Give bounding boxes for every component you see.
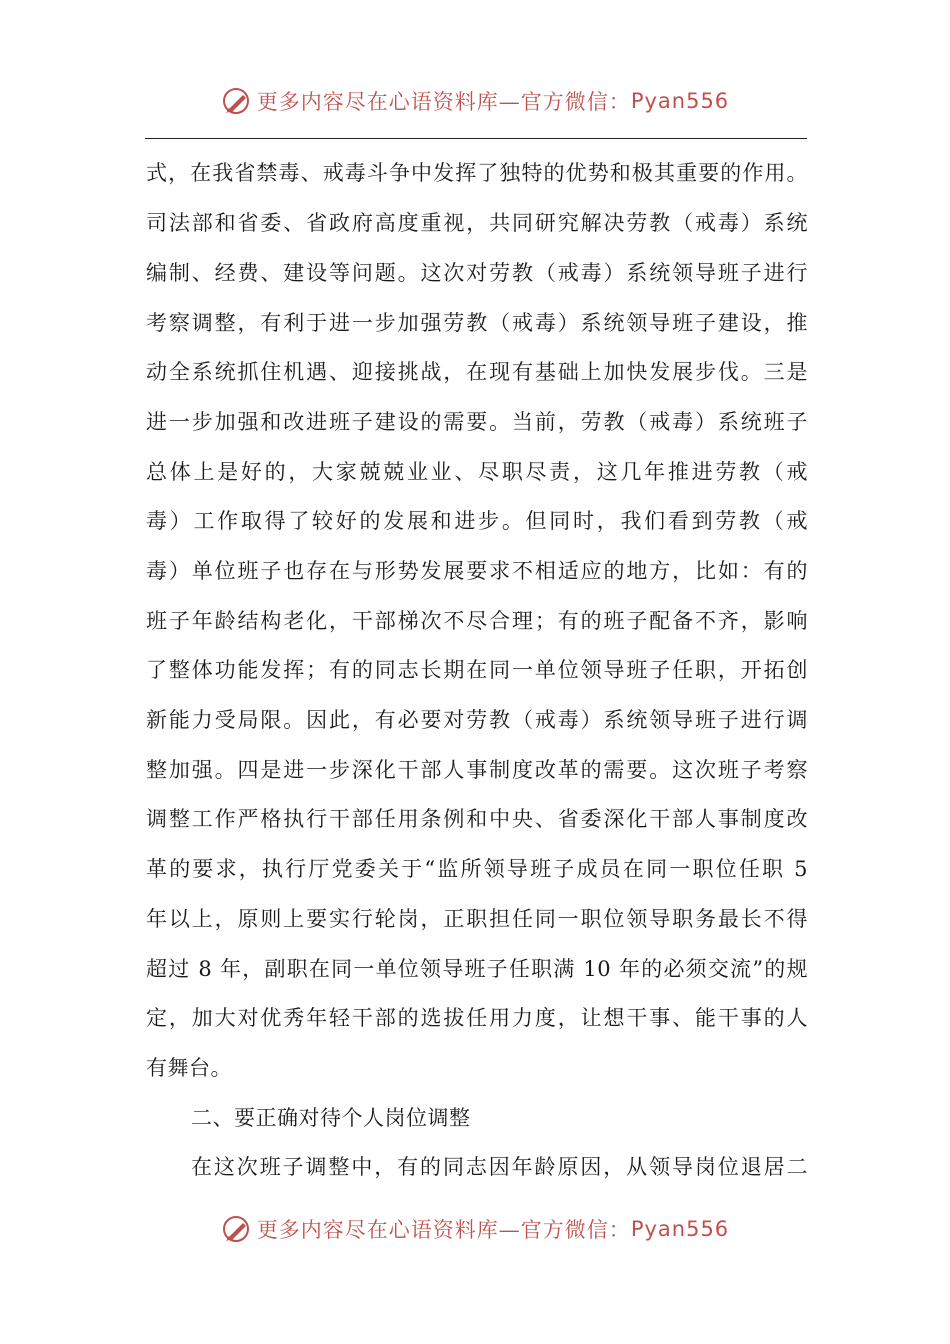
footer-banner-text: 更多内容尽在心语资料库—官方微信： — [256, 1218, 631, 1242]
body-line: 毒）工作取得了较好的发展和进步。但同时，我们看到劳教（戒 — [146, 509, 808, 533]
body-line: 年以上，原则上要实行轮岗，正职担任同一职位领导职务最长不得 — [146, 907, 808, 931]
body-line: 新能力受局限。因此，有必要对劳教（戒毒）系统领导班子进行调 — [146, 708, 808, 732]
body-line: 式，在我省禁毒、戒毒斗争中发挥了独特的优势和极其重要的作用。 — [146, 161, 808, 185]
header-banner — [0, 86, 950, 116]
body-line: 毒）单位班子也存在与形势发展要求不相适应的地方，比如：有的 — [146, 559, 808, 583]
header-wechat-id: Pyan556 — [630, 89, 730, 113]
body-line: 编制、经费、建设等问题。这次对劳教（戒毒）系统领导班子进行 — [146, 261, 808, 285]
pen-logo-icon — [221, 1214, 251, 1244]
body-line: 动全系统抓住机遇、迎接挑战，在现有基础上加快发展步伐。三是 — [146, 360, 808, 384]
body-line: 调整工作严格执行干部任用条例和中央、省委深化干部人事制度改 — [146, 807, 808, 831]
body-line: 有舞台。 — [146, 1056, 232, 1080]
footer-wechat-id: Pyan556 — [630, 1217, 730, 1241]
body-line: 定，加大对优秀年轻干部的选拔任用力度，让想干事、能干事的人 — [146, 1006, 808, 1030]
body-line: 进一步加强和改进班子建设的需要。当前，劳教（戒毒）系统班子 — [146, 410, 808, 434]
body-line: 了整体功能发挥；有的同志长期在同一单位领导班子任职，开拓创 — [146, 658, 808, 682]
body-line: 总体上是好的，大家兢兢业业、尽职尽责，这几年推进劳教（戒 — [146, 460, 808, 484]
header-divider — [145, 138, 807, 139]
body-line: 超过 8 年，副职在同一单位领导班子任职满 10 年的必须交流”的规 — [146, 957, 808, 981]
body-line: 整加强。四是进一步深化干部人事制度改革的需要。这次班子考察 — [146, 758, 808, 782]
pen-logo-icon — [221, 86, 251, 116]
footer-banner — [0, 1214, 950, 1244]
paragraph-start: 在这次班子调整中，有的同志因年龄原因，从领导岗位退居二 — [191, 1155, 808, 1179]
header-banner-text: 更多内容尽在心语资料库—官方微信： — [256, 90, 631, 114]
body-line: 司法部和省委、省政府高度重视，共同研究解决劳教（戒毒）系统 — [146, 211, 808, 235]
body-line: 考察调整，有利于进一步加强劳教（戒毒）系统领导班子建设，推 — [146, 311, 808, 335]
body-line: 班子年龄结构老化，干部梯次不尽合理；有的班子配备不齐，影响 — [146, 609, 808, 633]
body-line: 革的要求，执行厅党委关于“监所领导班子成员在同一职位任职 5 — [146, 857, 808, 881]
section-heading: 二、要正确对待个人岗位调整 — [191, 1106, 471, 1130]
